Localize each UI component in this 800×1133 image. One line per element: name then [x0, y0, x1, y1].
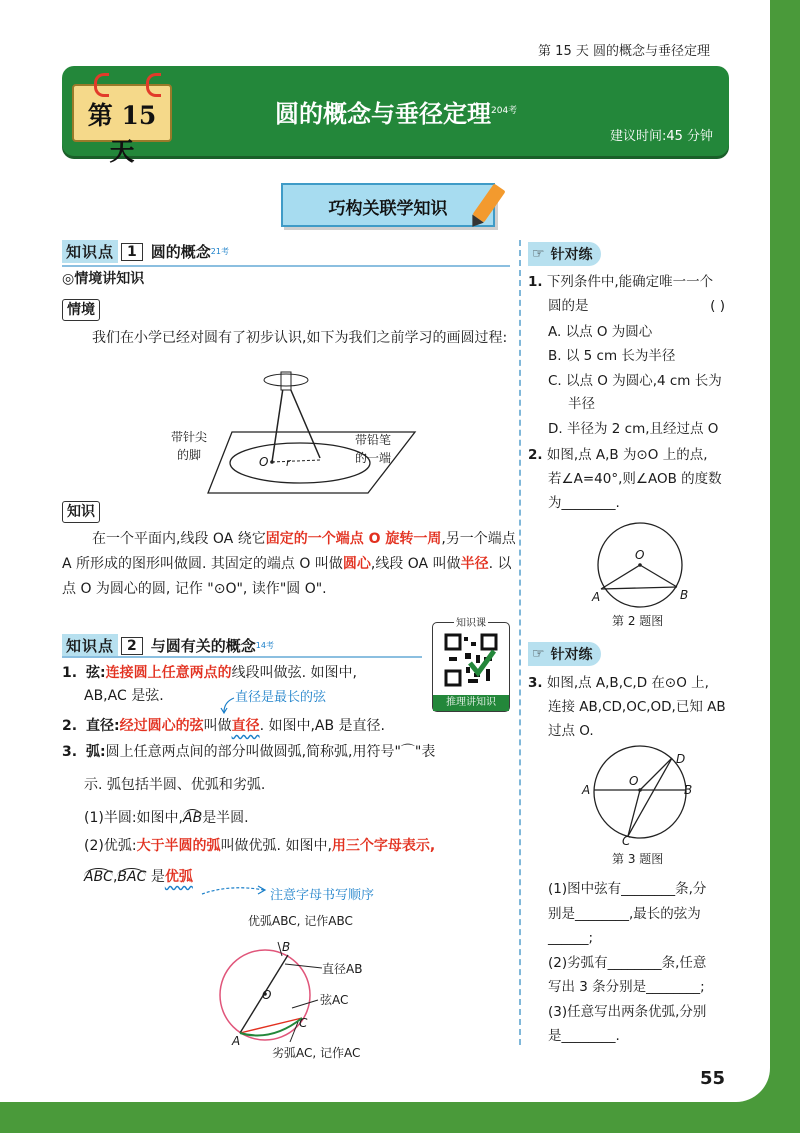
qr-pattern-icon: [444, 633, 498, 687]
q3-sub1-line3: ______;: [548, 930, 594, 946]
pointing-hand-icon: ☞: [532, 646, 545, 662]
q3-sub2: (2)劣弧有________条,任意: [548, 955, 707, 971]
q3-point-B: B: [684, 783, 693, 797]
q3-sub3-line2: 是________.: [548, 1028, 620, 1044]
situation-label: 情境: [62, 299, 100, 321]
q1-option-a: A. 以点 O 为圆心: [548, 324, 653, 340]
calendar-ring-icon: [146, 73, 161, 97]
q2-point-O: O: [635, 548, 645, 562]
kp1-subheading: ◎情境讲知识: [62, 271, 145, 287]
point-O: O: [262, 988, 272, 1002]
fig-label-O: O: [259, 455, 269, 469]
chapter-banner: [62, 66, 729, 166]
q1-option-b: B. 以 5 cm 长为半径: [548, 348, 676, 364]
fig-label-r: r: [286, 456, 291, 469]
knowledge-text: 在一个平面内,线段 OA 绕它固定的一个端点 O 旋转一周,另一个端点 A 所形成的图形叫做圆. 其固定的端点 O 叫做圆心,线段 OA 叫做半径. 以点 O 为圆心的圆, 记作 "⊙O", 读作"圆 O".: [62, 531, 516, 597]
day-tag: [72, 84, 172, 166]
q2: 2. 如图,点 A,B 为⊙O 上的点,: [528, 447, 708, 463]
q3: 3. 如图,点 A,B,C,D 在⊙O 上,: [528, 675, 709, 691]
label-diameter: 直径AB: [322, 962, 363, 976]
q3-sub1-line2: 别是________,最长的弦为: [548, 906, 701, 922]
chapter-title: 圆的概念与垂径定理$^{204考}$: [275, 100, 518, 128]
exam-count: 204考: [491, 106, 518, 116]
q2-figure: [585, 515, 695, 610]
q3-sub3: (3)任意写出两条优弧,分别: [548, 1004, 707, 1020]
item1-line2: AB,AC 是弦.: [84, 688, 164, 704]
section-title: 巧构关联学知识: [281, 183, 495, 227]
q3-sub2-line2: 写出 3 条分别是________;: [548, 979, 705, 995]
qr-code[interactable]: 知识课 推理讲知识: [432, 622, 510, 712]
kp1-heading: 知识点 1 圆的概念 21考: [62, 240, 229, 263]
running-header: 第 15 天 圆的概念与垂径定理: [538, 44, 710, 59]
arc-figure: [210, 930, 350, 1050]
item3-major-arc-line2: ABC,BAC 是优弧: [84, 869, 193, 885]
item3-line2: 示. 弧包括半圆、优弧和劣弧.: [84, 777, 266, 793]
label-minor-arc: 劣弧AC, 记作AC: [272, 1046, 361, 1060]
point-A: A: [232, 1034, 241, 1048]
q2-point-B: B: [680, 588, 689, 602]
suggested-time: 建议时间:45 分钟: [609, 129, 713, 144]
q3-point-C: C: [622, 834, 631, 848]
column-divider: [519, 240, 521, 1045]
q3-sub1: (1)图中弦有________条,分: [548, 881, 707, 897]
fig-label-pencil: 带铅笔 的一端: [355, 433, 392, 465]
q2-point-A: A: [592, 590, 601, 604]
note-diameter-longest: 直径是最长的弦: [235, 690, 327, 705]
page-number: 55: [700, 1068, 726, 1089]
day-label: 第 15 天: [87, 101, 157, 166]
q1-option-c: C. 以点 O 为圆心,4 cm 长为: [548, 373, 722, 389]
q3-line2: 连接 AB,CD,OC,OD,已知 AB: [548, 699, 726, 715]
item2-diameter: 2. 直径:经过圆心的弦叫做直径. 如图中,AB 是直径.: [62, 718, 386, 734]
kp2-heading: 知识点 2 与圆有关的概念 14考: [62, 634, 274, 657]
practice-tag-2: ☞ 针对练: [528, 642, 601, 666]
q3-point-D: D: [676, 752, 686, 766]
point-C: C: [299, 1016, 308, 1030]
q3-point-A: A: [582, 783, 591, 797]
q1-option-d: D. 半径为 2 cm,且经过点 O: [548, 421, 719, 437]
item1-chord: 1. 弦:连接圆上任意两点的线段叫做弦. 如图中,: [62, 665, 357, 681]
practice-tag-1: ☞ 针对练: [528, 242, 601, 266]
calendar-ring-icon: [94, 73, 109, 97]
kp2-underline: [62, 656, 422, 658]
q2-line2: 若∠A=40°,则∠AOB 的度数: [548, 471, 722, 487]
item3-major-arc: (2)优弧:大于半圆的弧叫做优弧. 如图中,用三个字母表示,: [84, 838, 436, 854]
q1: 1. 下列条件中,能确定唯一一个: [528, 274, 714, 290]
q3-caption: 第 3 题图: [612, 852, 664, 866]
note-dashed-arrow-icon: [200, 882, 270, 898]
q1-line2: 圆的是 ( ): [548, 298, 725, 314]
fig-label-needle: 带针尖 的脚: [171, 430, 208, 462]
pointing-hand-icon: ☞: [532, 246, 545, 262]
q2-line3: 为________.: [548, 495, 620, 511]
note-arrow-icon: [218, 696, 238, 716]
item3-arc: 3. 弧:圆上任意两点间的部分叫做圆弧,简称弧,用符号"⌒"表: [62, 744, 436, 760]
item3-semicircle: (1)半圆:如图中,AB是半圆.: [84, 810, 249, 826]
situation-text: 我们在小学已经对圆有了初步认识,如下为我们之前学习的画圆过程:: [92, 330, 508, 346]
q3-line3: 过点 O.: [548, 723, 594, 739]
q3-point-O: O: [629, 774, 639, 788]
note-letter-order: 注意字母书写顺序: [270, 888, 375, 903]
q1-option-c-line2: 半径: [568, 396, 595, 412]
label-chord: 弦AC: [320, 993, 349, 1007]
knowledge-label: 知识: [62, 501, 100, 523]
q2-caption: 第 2 题图: [612, 614, 664, 628]
label-major-arc: 优弧ABC, 记作ABC: [248, 914, 353, 928]
point-B: B: [282, 940, 291, 954]
